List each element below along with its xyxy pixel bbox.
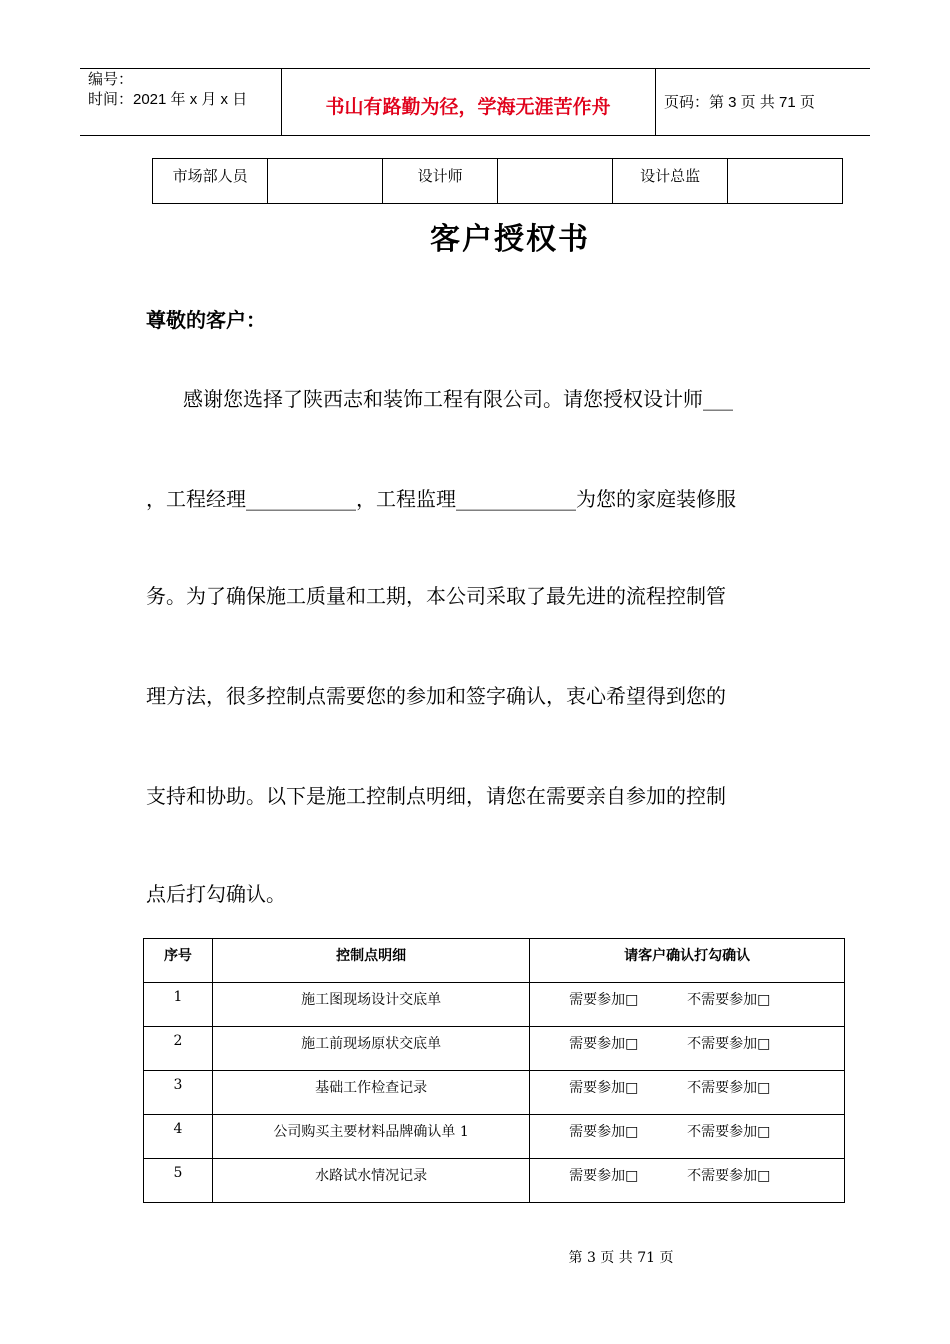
control-points-table	[143, 938, 845, 1203]
attend-checkbox[interactable]: 需要参加□	[569, 1036, 639, 1052]
body-line-6: 点后打勾确认。	[146, 882, 286, 906]
staff-signoff-table	[152, 158, 843, 204]
table-row	[144, 1115, 845, 1159]
table-row	[144, 1027, 845, 1071]
not-attend-checkbox[interactable]: 不需要参加□	[687, 1168, 771, 1184]
table-row	[144, 1071, 845, 1115]
header-bottom-rule	[80, 135, 870, 136]
header-date: 时间：2021 年 x 月 x 日	[88, 91, 248, 108]
not-attend-checkbox[interactable]: 不需要参加□	[687, 1124, 771, 1140]
row-number: 3	[144, 1071, 213, 1115]
header-motto: 书山有路勤为径，学海无涯苦作舟	[325, 96, 611, 118]
row-options	[530, 1071, 845, 1115]
header-number-label: 编号：	[88, 71, 134, 88]
col-header-item: 控制点明细	[212, 939, 529, 983]
body-line-4: 理方法，很多控制点需要您的参加和签字确认，衷心希望得到您的	[146, 684, 726, 708]
staff-cell-designer: 设计师	[382, 159, 497, 204]
row-item: 基础工作检查记录	[212, 1071, 529, 1115]
row-options	[530, 1027, 845, 1071]
row-number: 2	[144, 1027, 213, 1071]
col-header-confirm: 请客户确认打勾确认	[530, 939, 845, 983]
attend-checkbox[interactable]: 需要参加□	[569, 992, 639, 1008]
row-options	[530, 983, 845, 1027]
body-line-3: 务。为了确保施工质量和工期，本公司采取了最先进的流程控制管	[146, 584, 726, 608]
row-number: 4	[144, 1115, 213, 1159]
header-page-code: 页码：第 3 页 共 71 页	[664, 94, 815, 111]
row-number: 1	[144, 983, 213, 1027]
table-row	[144, 1159, 845, 1203]
staff-cell-designer-value	[498, 159, 613, 204]
staff-cell-marketing: 市场部人员	[153, 159, 268, 204]
row-item: 施工前现场原状交底单	[212, 1027, 529, 1071]
body-line-5: 支持和协助。以下是施工控制点明细，请您在需要亲自参加的控制	[146, 784, 726, 808]
table-header-row	[144, 939, 845, 983]
col-header-number: 序号	[144, 939, 213, 983]
attend-checkbox[interactable]: 需要参加□	[569, 1168, 639, 1184]
header-divider-right	[655, 68, 656, 135]
document-title: 客户授权书	[430, 222, 590, 257]
not-attend-checkbox[interactable]: 不需要参加□	[687, 1080, 771, 1096]
row-options	[530, 1115, 845, 1159]
row-item: 施工图现场设计交底单	[212, 983, 529, 1027]
row-number: 5	[144, 1159, 213, 1203]
attend-checkbox[interactable]: 需要参加□	[569, 1080, 639, 1096]
row-item: 水路试水情况记录	[212, 1159, 529, 1203]
staff-cell-design-director: 设计总监	[612, 159, 727, 204]
greeting: 尊敬的客户：	[146, 308, 266, 332]
staff-cell-design-director-value	[728, 159, 843, 204]
not-attend-checkbox[interactable]: 不需要参加□	[687, 992, 771, 1008]
attend-checkbox[interactable]: 需要参加□	[569, 1124, 639, 1140]
row-item: 公司购买主要材料品牌确认单 1	[212, 1115, 529, 1159]
not-attend-checkbox[interactable]: 不需要参加□	[687, 1036, 771, 1052]
body-line-1: 感谢您选择了陕西志和装饰工程有限公司。请您授权设计师___	[183, 387, 733, 411]
staff-cell-marketing-value	[268, 159, 383, 204]
table-row	[153, 159, 843, 204]
table-row	[144, 983, 845, 1027]
header-top-rule	[80, 68, 870, 69]
page-footer: 第 3 页 共 71 页	[568, 1250, 674, 1266]
body-line-2: ，工程经理___________，工程监理____________为您的家庭装修服	[146, 487, 736, 511]
row-options	[530, 1159, 845, 1203]
